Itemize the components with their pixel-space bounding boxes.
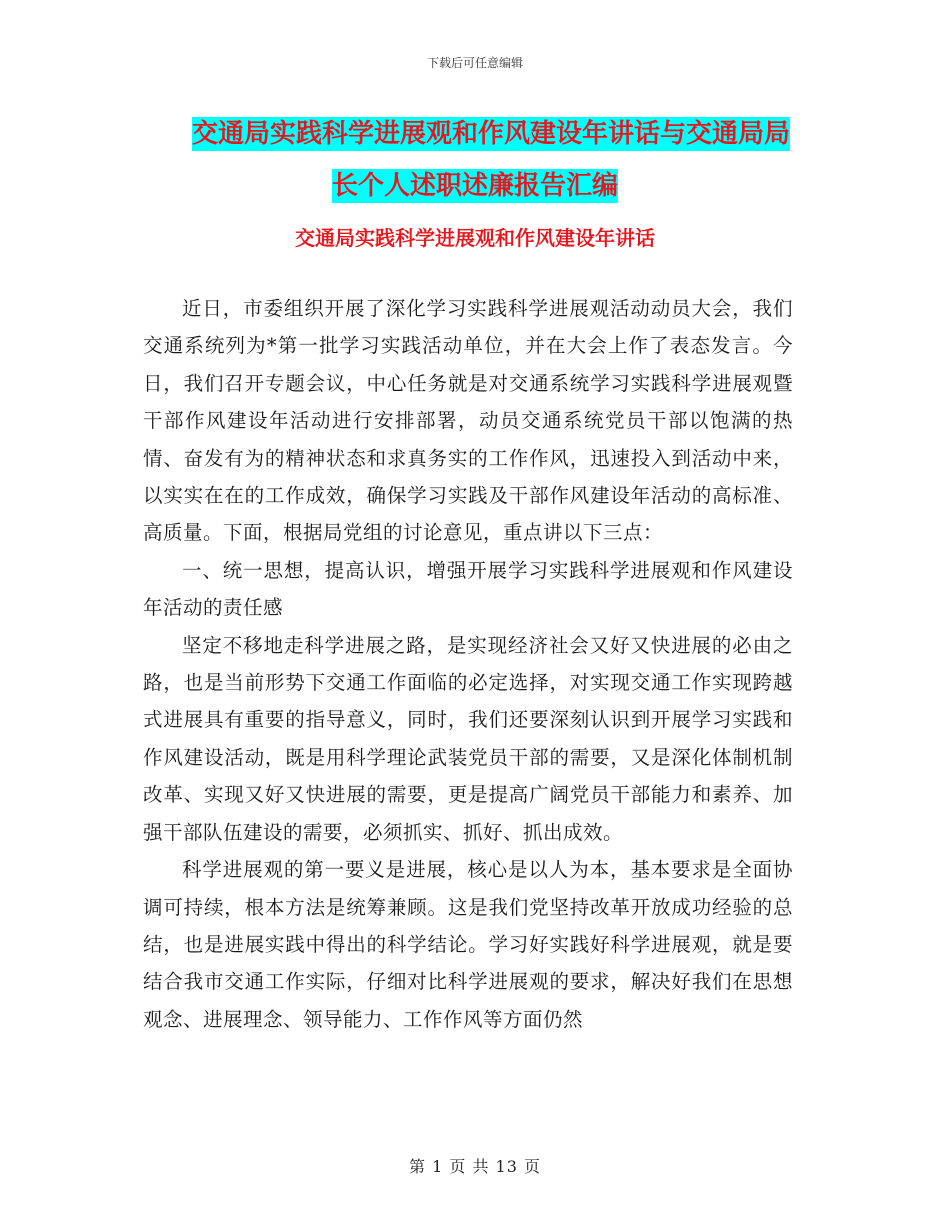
paragraph: 科学进展观的第一要义是进展，核心是以人为本，基本要求是全面协调可持续，根本方法是统筹兼顾。这是我们党坚持改革开放成功经验的总结，也是进展实践中得出的科学结论。学习好实践好科学进展观，就是要结合我市交通工作实际，仔细对比科学进展观的要求，解决好我们在思想观念、进展理念、领导能力、工作作风等方面仍然 xyxy=(143,858,793,1031)
paragraph: 坚定不移地走科学进展之路，是实现经济社会又好又快进展的必由之路，也是当前形势下交通工作面临的必定选择，对实现交通工作实现跨越式进展具有重要的指导意义，同时，我们还要深刻认识到开展学习实践和作风建设活动，既是用科学理论武装党员干部的需要，又是深化体制机制改革、实现又好又快进展的需要，更是提高广阔党员干部能力和素养、加强干部队伍建设的需要，必须抓实、抓好、抓出成效。 xyxy=(143,633,793,844)
page-number: 第 1 页 共 13 页 xyxy=(409,1157,541,1176)
document-body xyxy=(143,290,793,1038)
document-title xyxy=(140,108,810,212)
header-note: 下载后可任意编辑 xyxy=(426,56,523,70)
document-title-line2: 长个人述职述廉报告汇编 xyxy=(331,171,618,201)
paragraph: 一、统一思想，提高认识，增强开展学习实践科学进展观和作风建设年活动的责任感 xyxy=(143,558,793,620)
document-title-line1: 交通局实践科学进展观和作风建设年讲话与交通局局 xyxy=(192,119,791,149)
section-title: 交通局实践科学进展观和作风建设年讲话 xyxy=(295,226,655,250)
paragraph: 近日，市委组织开展了深化学习实践科学进展观活动动员大会，我们交通系统列为*第一批学习实践活动单位，并在大会上作了表态发言。今日，我们召开专题会议，中心任务就是对交通系统学习实践科学进展观暨干部作风建设年活动进行安排部署，动员交通系统党员干部以饱满的热情、奋发有为的精神状态和求真务实的工作作风，迅速投入到活动中来，以实实在在的工作成效，确保学习实践及干部作风建设年活动的高标准、高质量。下面，根据局党组的讨论意见，重点讲以下三点： xyxy=(143,297,793,545)
